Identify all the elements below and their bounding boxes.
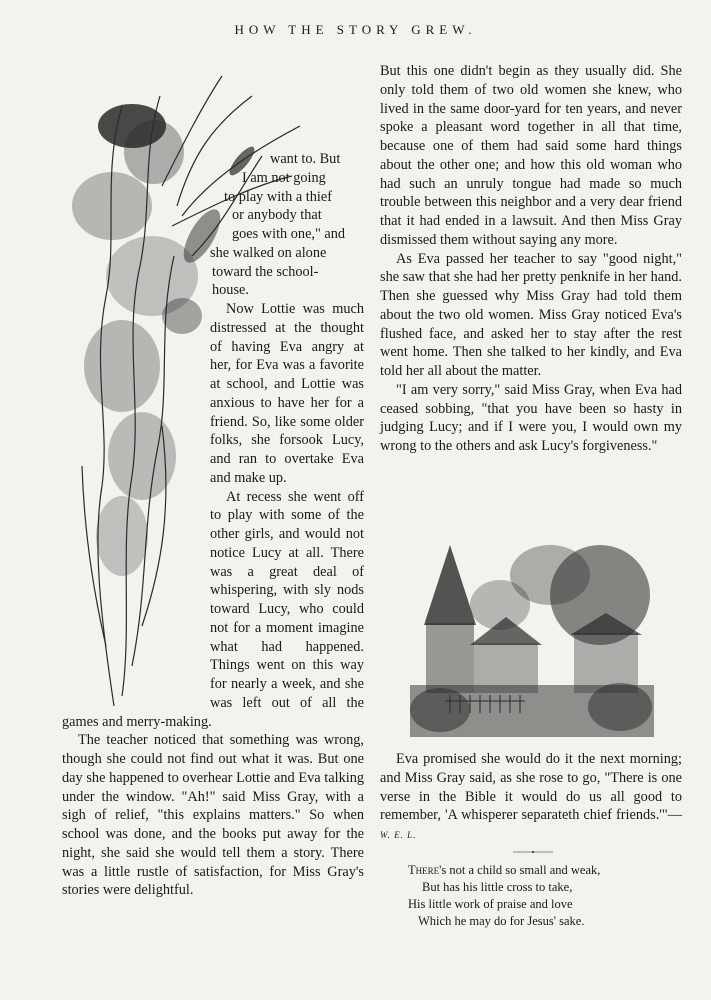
poem-first-word: There [408,863,440,877]
poem-line: His little work of praise and love [408,897,573,911]
right-column-continued [380,750,682,845]
church-engraving [410,535,654,737]
page-header: HOW THE STORY GREW. [234,22,477,37]
poem-line: There's not a child so small and weak, [408,863,601,877]
wrapped-line: to play with a thief [224,188,332,205]
wrapped-line: want to. But [270,151,341,167]
paragraph: Now Lottie was much distressed at the thought of having Eva angry at her, for Eva was a favorite at school, and Lottie was anxious to have her for a friend. So, like some older folks, she forsook Lucy, and ran to overtake Eva and make up. [210,301,364,486]
paragraph: But this one didn't begin as they usually did. She only told them of two old women she knew, who lived in the same door-yard for ten years, and never spoke a pleasant word together in all that time, because one of them had said some hard things about the other one; and how this old woman who had such an unruly tongue had made so much trouble between this neighbor and a very dear friend that it had ended in a lawsuit. And then Miss Gray dismissed them without saying any more. [380,63,682,248]
wrapped-line: or anybody that [232,207,322,224]
paragraph: As Eva passed her teacher to say "good night," she saw that she had her pretty penknife in her hand. Then she guessed why Miss Gray had told them about the two old women. Miss Gray noticed Eva's flushed face, and asked her to stay after the rest went home. Then she talked to her kindly, and Eva told her all about the matter. [380,250,682,379]
paragraph: At recess she went off to play with some of the other girls, and would not notice Lucy at all. There was a great deal of whispering, with sly nods toward Lucy, who could not for a moment imagine what had happened. Things went on this way for nearly a week, and she was left out of all the games and merry-making. [62,488,364,730]
left-column [62,150,364,900]
closing-paragraph: Eva promised she would do it the next morning; and Miss Gray said, as she rose to go, "There is one verse in the Bible it would do us all good to remember, 'A whisperer separateth chief friends.'"— [380,751,682,824]
wrapped-line: toward the school- [212,263,319,280]
paragraph: "I am very sorry," said Miss Gray, when Eva had ceased sobbing, "that you have been so hasty in judging Lucy; and if I were you, I would own my wrong to the others and ask Lucy's forgiveness." [380,381,682,454]
wrapped-line: she walked on alone [210,244,327,261]
divider-rule [493,851,573,853]
wrapped-line: goes with one," and [232,226,346,242]
poem [408,862,600,930]
poem-line: Which he may do for Jesus' sake. [418,914,585,928]
right-column [380,62,682,456]
wrapped-line: I am not going [242,169,326,186]
author-signature: W. E. L. [380,830,417,840]
poem-line: But has his little cross to take, [422,880,573,894]
paragraph: The teacher noticed that something was wrong, though she could not find out what it was. But one day she happened to overhear Lottie and Eva talking under the window. "Ah!" said Miss Gray, with a sigh of relief, "this explains matters." So when school was done, and the books put away for the night, she said she would tell them a story. There was a little rustle of satisfaction, for Miss Gray's stories were delightful. [62,732,364,899]
wrapped-line: house. [212,282,249,299]
